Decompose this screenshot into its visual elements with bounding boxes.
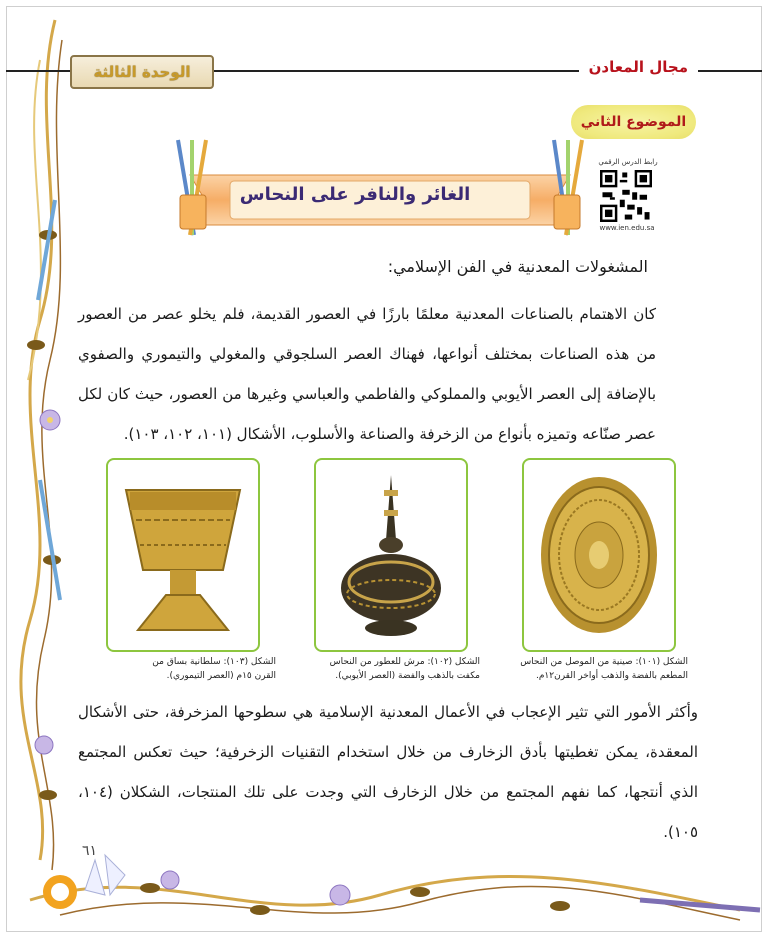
floral-border-left [0, 0, 80, 938]
figure-caption-sprinkler [300, 655, 480, 683]
goblet-image [118, 470, 248, 640]
caption-line: الشكل (١٠٢): مرش للعطور من النحاس [329, 657, 480, 667]
caption-line: مكفت بالذهب والفضة (العصر الأيوبي). [335, 671, 480, 681]
qr-url: www.ien.edu.sa [599, 224, 655, 232]
unit-badge: الوحدة الثالثة [70, 55, 214, 89]
topic-label: الموضوع الثاني [571, 105, 696, 139]
domain-title: مجال المعادن [579, 58, 698, 76]
floral-border-bottom [0, 840, 768, 938]
perfume-sprinkler-image [326, 470, 456, 640]
qr-caption: رابط الدرس الرقمي [598, 158, 658, 166]
figure-caption-goblet [96, 655, 276, 683]
figure-caption-tray [508, 655, 688, 683]
lily-flower-icon [85, 855, 125, 895]
qr-code-icon[interactable] [600, 170, 652, 222]
figure-goblet [106, 458, 260, 652]
section-subheading: المشغولات المعدنية في الفن الإسلامي: [387, 257, 648, 276]
caption-line: الشكل (١٠٣): سلطانية بساق من [152, 657, 276, 667]
paragraph-decoration: وأكثر الأمور التي تثير الإعجاب في الأعمال المعدنية الإسلامية هي سطوحها المزخرفة، حتى الأشكال المعقدة، يمكن تغطيتها بأدق الزخارف من خلال استخدام التقنيات الزخرفية؛ حيث تعكس المجتمع الذي أنتجها، كما نفهم المجتمع من خلال الزخارف التي وجدت على تلك المنتجات، الشكلان (١٠٤، ١٠٥). [78, 703, 698, 841]
caption-line: القرن ١٥م (العصر التيموري). [166, 671, 276, 681]
figure-sprinkler [314, 458, 468, 652]
figure-tray [522, 458, 676, 652]
lesson-title: الغائر والنافر على النحاس [239, 184, 471, 205]
caption-line: الشكل (١٠١): صينية من الموصل من النحاس [520, 657, 688, 667]
paragraph-intro: كان الاهتمام بالصناعات المعدنية معلمًا بارزًا في العصور القديمة، فلم يخلو عصر من العصور من هذه الصناعات بمختلف أنواعها، فهناك العصر السلجوقي والمغولي والتيموري والصفوي بالإضافة إلى العصر الأيوبي والمملوكي والفاطمي والعباسي وغيرها من العصور، حيث كان لكل عصر صنّاعه وتميزه بأنواع من الزخرفة والصناعة والأسلوب، الأشكال (١٠١، ١٠٢، ١٠٣). [78, 305, 656, 443]
brass-tray-image [534, 470, 664, 640]
caption-line: المطعم بالفضة والذهب أواخر القرن١٢م. [535, 671, 688, 681]
page-number: ٦١ [82, 843, 98, 859]
